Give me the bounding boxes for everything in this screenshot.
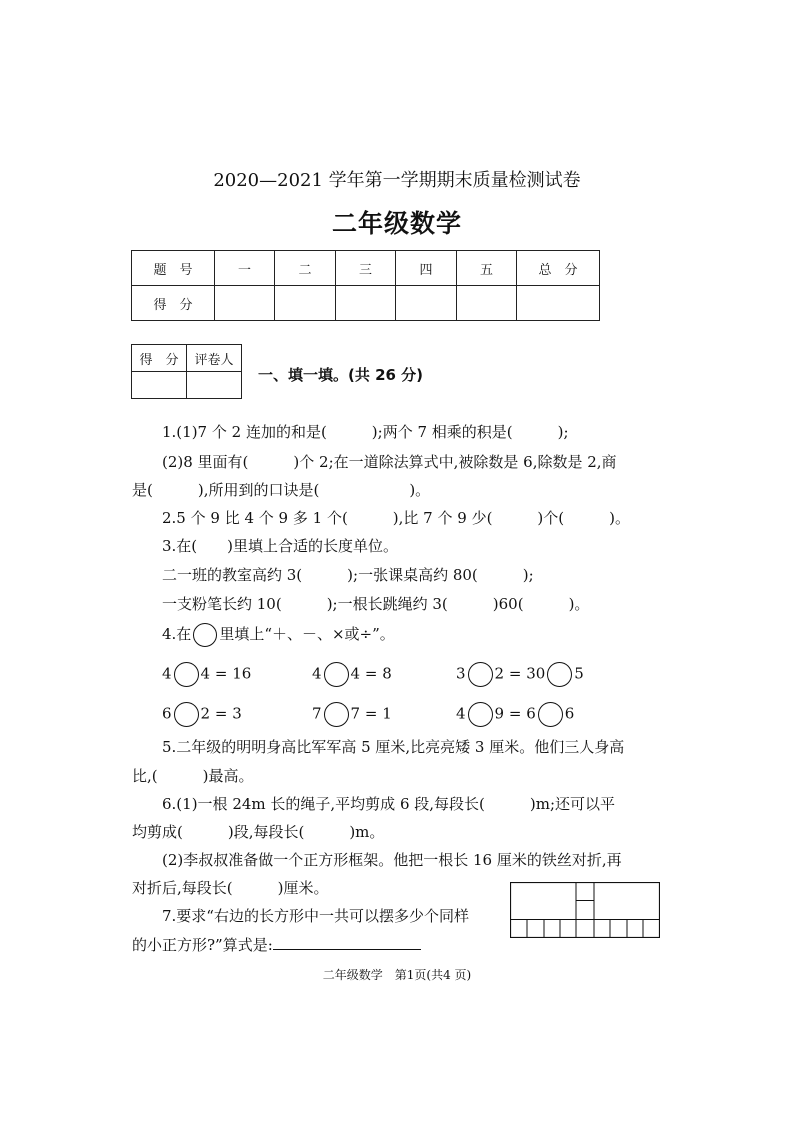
score-cell-4 <box>396 286 457 321</box>
grader-name-cell <box>187 372 242 399</box>
score-cell-3 <box>336 286 396 321</box>
question-3: 3.在( )里填上合适的长度单位。 <box>162 537 399 555</box>
question-1-1: 1.(1)7 个 2 连加的和是( );两个 7 相乘的积是( ); <box>162 423 569 441</box>
score-header-1: 一 <box>215 251 275 286</box>
expr-2-right: 4 = 8 <box>350 664 392 683</box>
answer-circle-icon[interactable] <box>468 702 493 727</box>
expression-2 <box>312 662 392 687</box>
answer-circle-icon[interactable] <box>174 662 199 687</box>
question-5b: 比,( )最高。 <box>132 767 254 785</box>
expression-1 <box>162 662 251 687</box>
answer-circle-icon[interactable] <box>538 702 563 727</box>
expr-5-right: 7 = 1 <box>350 704 392 723</box>
expression-6 <box>456 702 574 727</box>
question-6-2a: (2)李叔叔准备做一个正方形框架。他把一根长 16 厘米的铁丝对折,再 <box>162 851 622 869</box>
question-7a: 7.要求“右边的长方形中一共可以摆多少个同样 <box>162 907 469 925</box>
score-row-label: 得 分 <box>132 286 215 321</box>
score-header-2: 二 <box>275 251 336 286</box>
score-table <box>131 250 600 321</box>
expr-6-right: 6 <box>564 704 575 723</box>
expr-4-left: 6 <box>162 704 172 723</box>
question-7b-text: 的小正方形?”算式是: <box>132 936 273 954</box>
grid-outer-rect <box>511 883 660 938</box>
question-1-2b: 是( ),所用到的口诀是( )。 <box>132 481 431 499</box>
expr-1-left: 4 <box>162 664 172 683</box>
exam-title: 2020—2021 学年第一学期期末质量检测试卷 <box>213 170 581 191</box>
expr-4-right: 2 = 3 <box>200 704 242 723</box>
question-7b <box>132 935 421 955</box>
score-cell-2 <box>275 286 336 321</box>
score-header-3: 三 <box>336 251 396 286</box>
expr-1-right: 4 = 16 <box>200 664 252 683</box>
expr-5-left: 7 <box>312 704 322 723</box>
question-1-2a: (2)8 里面有( )个 2;在一道除法算式中,被除数是 6,除数是 2,商 <box>162 453 617 471</box>
subject-title: 二年级数学 <box>331 209 462 238</box>
answer-circle-icon[interactable] <box>468 662 493 687</box>
section-title: 一、填一填。(共 26 分) <box>258 366 424 384</box>
expr-3-left: 3 <box>456 664 466 683</box>
question-4-prefix: 4.在 <box>162 625 192 643</box>
score-cell-1 <box>215 286 275 321</box>
expr-6-left: 4 <box>456 704 466 723</box>
page-footer: 二年级数学 第1页(共4 页) <box>322 968 472 982</box>
answer-line[interactable] <box>273 935 421 950</box>
expression-5 <box>312 702 392 727</box>
answer-circle-icon <box>193 623 217 647</box>
question-3-b: 一支粉笔长约 10( );一根长跳绳约 3( )60( )。 <box>162 595 590 613</box>
rectangle-grid-figure <box>510 882 660 938</box>
grader-name-label: 评卷人 <box>187 345 242 372</box>
score-header-total: 总 分 <box>517 251 600 286</box>
question-2: 2.5 个 9 比 4 个 9 多 1 个( ),比 7 个 9 少( )个( )。 <box>162 509 630 527</box>
grader-score-label: 得 分 <box>132 345 187 372</box>
answer-circle-icon[interactable] <box>547 662 572 687</box>
grader-box <box>131 344 242 399</box>
expression-4 <box>162 702 242 727</box>
score-table-header-row <box>132 251 600 286</box>
score-cell-5 <box>457 286 517 321</box>
answer-circle-icon[interactable] <box>174 702 199 727</box>
question-6-2b: 对折后,每段长( )厘米。 <box>132 879 329 897</box>
expr-3-middle: 2 = 30 <box>494 664 546 683</box>
question-6-1b: 均剪成( )段,每段长( )m。 <box>132 823 385 841</box>
score-cell-total <box>517 286 600 321</box>
expr-6-middle: 9 = 6 <box>494 704 536 723</box>
score-header-label: 题 号 <box>132 251 215 286</box>
question-4 <box>162 623 395 647</box>
answer-circle-icon[interactable] <box>324 662 349 687</box>
score-table-score-row <box>132 286 600 321</box>
answer-circle-icon[interactable] <box>324 702 349 727</box>
question-5a: 5.二年级的明明身高比军军高 5 厘米,比亮亮矮 3 厘米。他们三人身高 <box>162 738 625 756</box>
score-header-5: 五 <box>457 251 517 286</box>
expression-3 <box>456 662 584 687</box>
question-6-1a: 6.(1)一根 24m 长的绳子,平均剪成 6 段,每段长( )m;还可以平 <box>162 795 616 813</box>
question-4-suffix: 里填上“＋、－、×或÷”。 <box>219 625 395 643</box>
question-3-a: 二一班的教室高约 3( );一张课桌高约 80( ); <box>162 566 534 584</box>
expr-2-left: 4 <box>312 664 322 683</box>
grader-score-cell <box>132 372 187 399</box>
score-header-4: 四 <box>396 251 457 286</box>
expr-3-right: 5 <box>574 664 584 683</box>
